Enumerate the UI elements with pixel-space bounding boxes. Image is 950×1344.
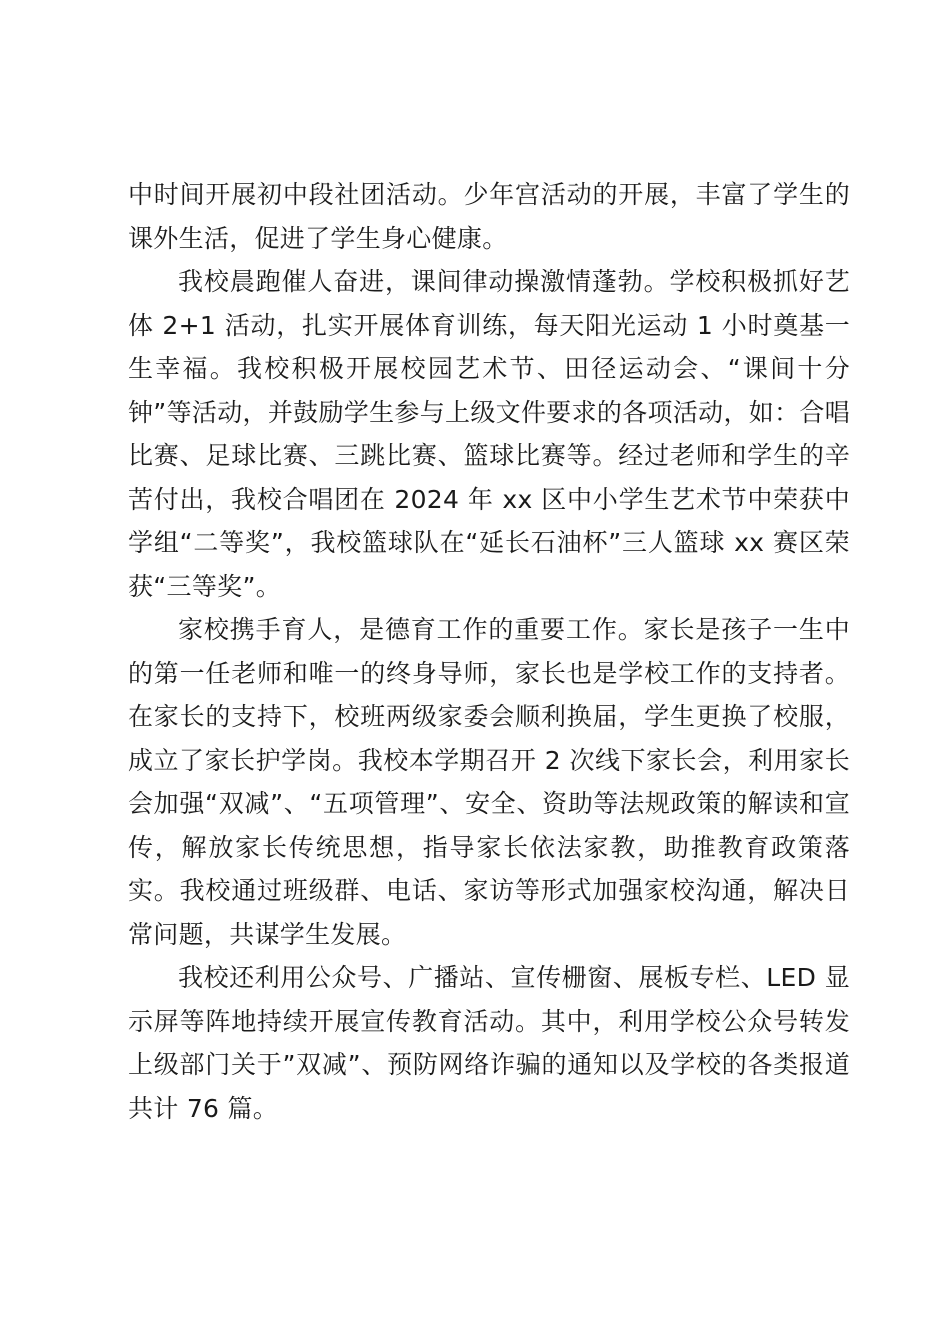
paragraph-publicity: 我校还利用公众号、广播站、宣传栅窗、展板专栏、LED 显示屏等阵地持续开展宣传教育活动。其中，利用学校公众号转发上级部门关于”双减”、预防网络诈骗的通知以及学校的各类报道共计 76 篇。 [128, 963, 850, 1123]
paragraph-sports-arts: 我校晨跑催人奋进，课间律动操激情蓬勃。学校积极抓好艺体 2+1 活动，扎实开展体育训练，每天阳光运动 1 小时奠基一生幸福。我校积极开展校园艺术节、田径运动会、“课间十分钟”等活动，并鼓励学生参与上级文件要求的各项活动，如：合唱比赛、足球比赛、三跳比赛、篮球比赛等。经过老师和学生的辛苦付出，我校合唱团在 2024 年 xx 区中小学生艺术节中荣获中学组“二等奖”，我校篮球队在“延长石油杯”三人篮球 xx 赛区荣获“三等奖”。 [128, 267, 850, 601]
paragraph-home-school: 家校携手育人，是德育工作的重要工作。家长是孩子一生中的第一任老师和唯一的终身导师，家长也是学校工作的支持者。在家长的支持下，校班两级家委会顺利换届，学生更换了校服，成立了家长护学岗。我校本学期召开 2 次线下家长会，利用家长会加强“双减”、“五项管理”、安全、资助等法规政策的解读和宣传，解放家长传统思想，指导家长依法家教，助推教育政策落实。我校通过班级群、电话、家访等形式加强家校沟通，解决日常问题，共谋学生发展。 [128, 615, 850, 949]
paragraph-continuation: 中时间开展初中段社团活动。少年宫活动的开展，丰富了学生的课外生活，促进了学生身心健康。 [128, 180, 850, 253]
document-body [128, 173, 850, 1130]
